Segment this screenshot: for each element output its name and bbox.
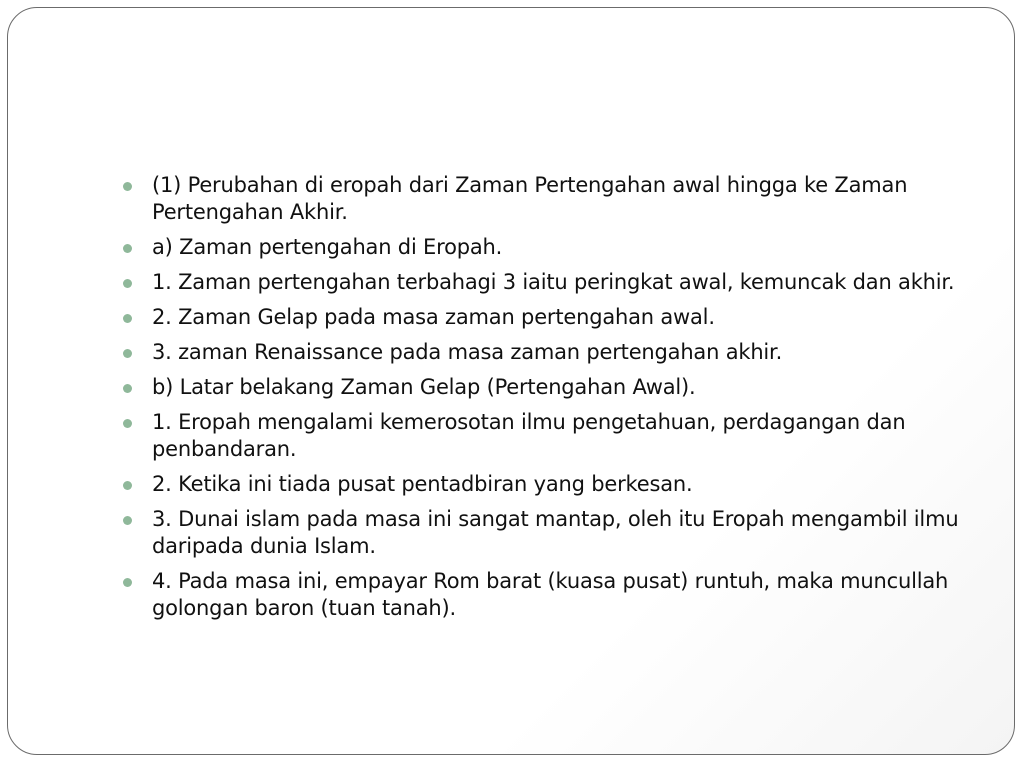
bullet-text: 2. Zaman Gelap pada masa zaman pertengahan awal. (152, 305, 715, 329)
bullet-text: 3. Dunai islam pada masa ini sangat mantap, oleh itu Eropah mengambil ilmu daripada dunia Islam. (152, 507, 959, 558)
bullet-text: 3. zaman Renaissance pada masa zaman pertengahan akhir. (152, 340, 783, 364)
bullet-text: (1) Perubahan di eropah dari Zaman Pertengahan awal hingga ke Zaman Pertengahan Akhir. (152, 173, 908, 224)
bullet-dot-icon (123, 314, 132, 323)
bullet-dot-icon (123, 384, 132, 393)
bullet-text: 1. Eropah mengalami kemerosotan ilmu pengetahuan, perdagangan dan penbandaran. (152, 410, 906, 461)
bullet-dot-icon (123, 578, 132, 587)
bullet-item (121, 374, 981, 401)
slide-frame (7, 7, 1015, 755)
bullet-dot-icon (123, 516, 132, 525)
bullet-item (121, 234, 981, 261)
bullet-dot-icon (123, 419, 132, 428)
bullet-dot-icon (123, 244, 132, 253)
bullet-item (121, 339, 981, 366)
bullet-text: 4. Pada masa ini, empayar Rom barat (kuasa pusat) runtuh, maka muncullah golongan baron (tuan tanah). (152, 569, 949, 620)
bullet-item (121, 269, 981, 296)
bullet-dot-icon (123, 349, 132, 358)
bullet-list (121, 172, 981, 630)
bullet-dot-icon (123, 279, 132, 288)
bullet-text: 2. Ketika ini tiada pusat pentadbiran yang berkesan. (152, 472, 693, 496)
bullet-item (121, 471, 981, 498)
bullet-item (121, 172, 981, 226)
bullet-item (121, 409, 981, 463)
bullet-text: 1. Zaman pertengahan terbahagi 3 iaitu peringkat awal, kemuncak dan akhir. (152, 270, 955, 294)
bullet-dot-icon (123, 182, 132, 191)
bullet-item (121, 568, 981, 622)
bullet-text: a) Zaman pertengahan di Eropah. (152, 235, 503, 259)
bullet-item (121, 304, 981, 331)
bullet-dot-icon (123, 481, 132, 490)
bullet-text: b) Latar belakang Zaman Gelap (Pertengahan Awal). (152, 375, 696, 399)
bullet-item (121, 506, 981, 560)
